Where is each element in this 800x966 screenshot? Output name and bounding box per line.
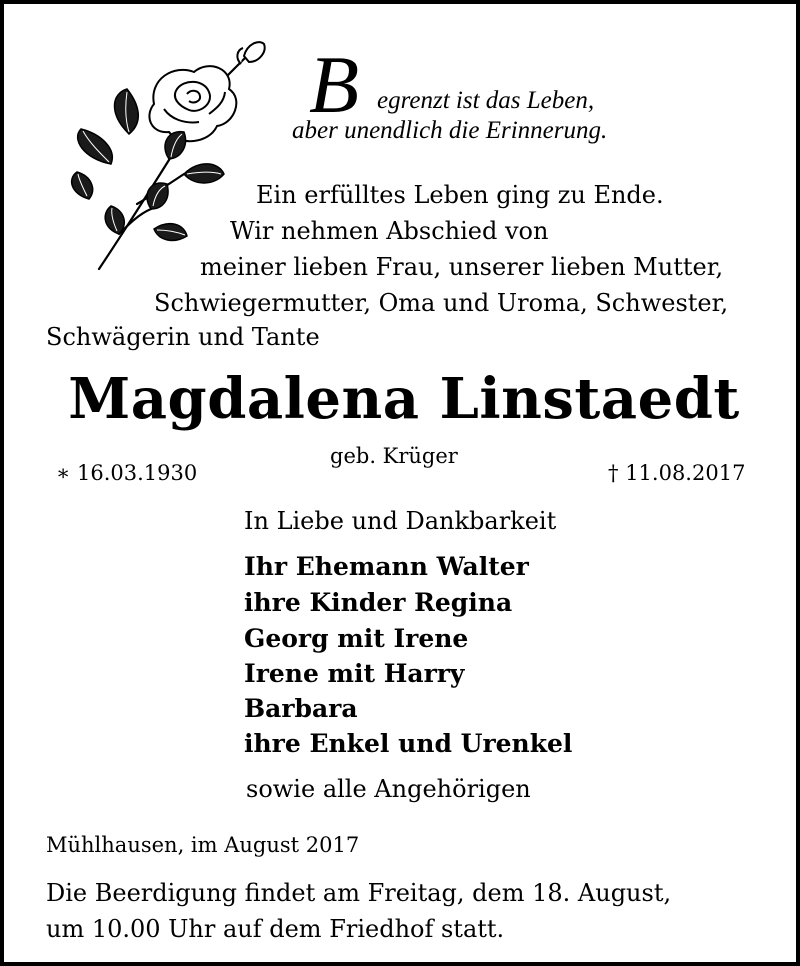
- mourner-5: Barbara: [244, 694, 358, 723]
- intro-line-4: Schwiegermutter, Oma und Uroma, Schwester,: [154, 289, 729, 317]
- intro-line-1: Ein erfülltes Leben ging zu Ende.: [256, 181, 664, 209]
- motto-initial: B: [309, 39, 360, 130]
- intro-line-5: Schwägerin und Tante: [46, 323, 320, 351]
- death-cross-icon: †: [608, 461, 619, 485]
- funeral-line-2: um 10.00 Uhr auf dem Friedhof statt.: [46, 915, 505, 943]
- mourner-3: Georg mit Irene: [244, 624, 469, 653]
- place-date: Mühlhausen, im August 2017: [46, 833, 360, 857]
- birth-star-icon: ∗: [56, 461, 71, 485]
- funeral-line-1: Die Beerdigung findet am Freitag, dem 18. August,: [46, 879, 672, 907]
- maiden-name: geb. Krüger: [330, 444, 458, 468]
- mourner-2: ihre Kinder Regina: [244, 588, 513, 617]
- birth-date-line: [56, 461, 197, 485]
- dedication: In Liebe und Dankbarkeit: [244, 507, 557, 535]
- deceased-name: Magdalena Linstaedt: [68, 366, 740, 432]
- intro-line-2: Wir nehmen Abschied von: [230, 217, 549, 245]
- mourner-4: Irene mit Harry: [244, 659, 465, 688]
- death-date-line: [608, 461, 745, 485]
- death-date: 11.08.2017: [625, 461, 746, 485]
- birth-date: 16.03.1930: [76, 461, 198, 485]
- mourner-1: Ihr Ehemann Walter: [244, 552, 529, 581]
- mourner-6: ihre Enkel und Urenkel: [244, 729, 573, 758]
- motto-line-1: egrenzt ist das Leben,: [377, 87, 595, 114]
- intro-line-3: meiner lieben Frau, unserer lieben Mutter,: [200, 253, 724, 281]
- relatives-line: sowie alle Angehörigen: [246, 775, 531, 803]
- motto-line-2: aber unendlich die Erinnerung.: [292, 117, 608, 144]
